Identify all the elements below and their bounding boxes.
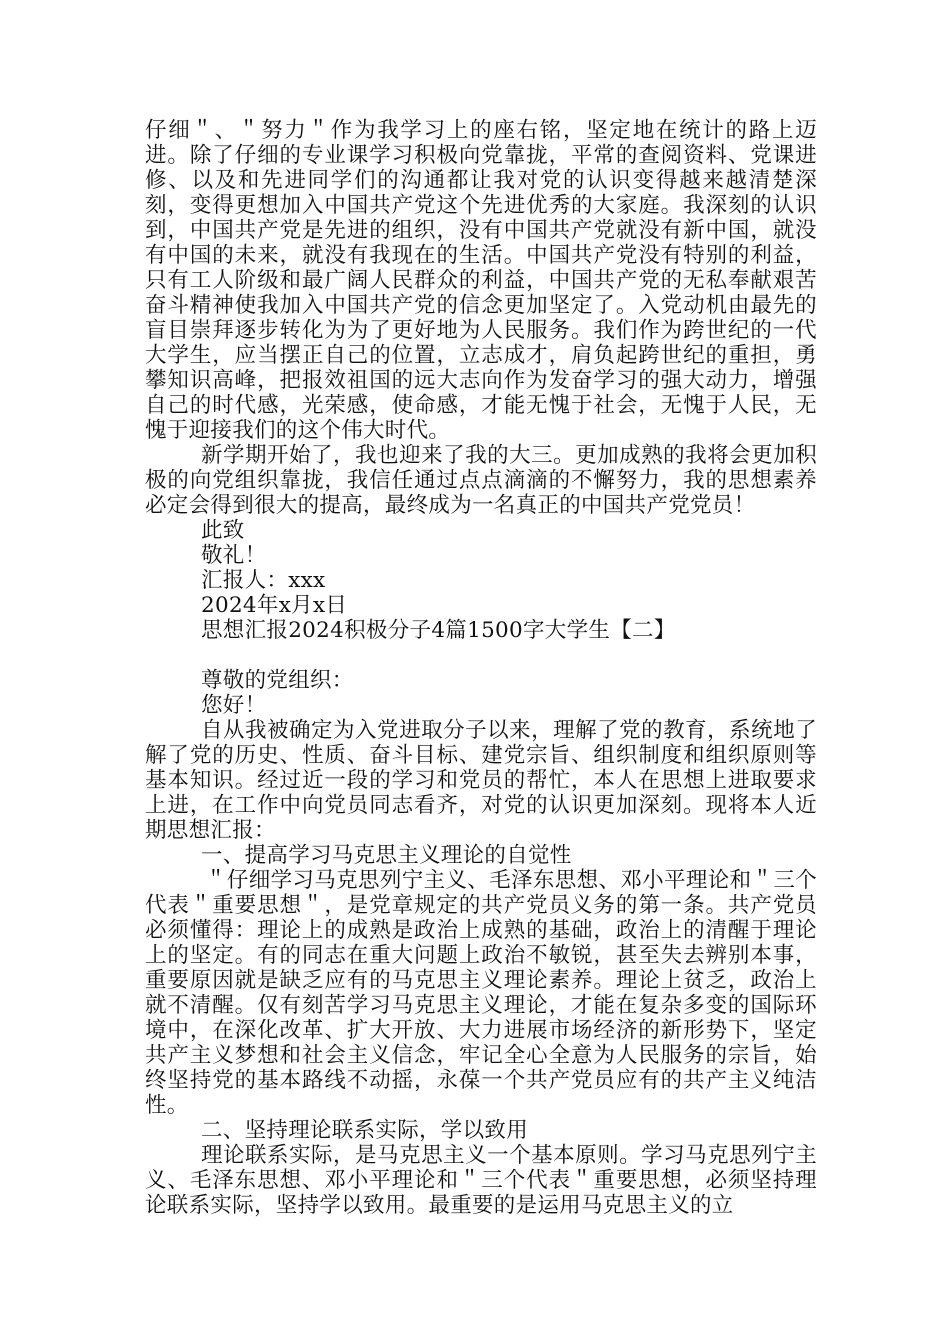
greeting: 您好！ (201, 693, 267, 718)
closing-line-2: 敬礼！ (201, 543, 267, 568)
blank-line (145, 643, 817, 668)
heading-2: 二、坚持理论联系实际，学以致用 (201, 1118, 529, 1143)
paragraph-4: ＂仔细学习马克思列宁主义、毛泽东思想、邓小平理论和＂三个代表＂重要思想＂，是党章规定的共产党员义务的第一条。共产党员必须懂得：理论上的成熟是政治上成熟的基础，政治上的清醒于理论上的坚定。有的同志在重大问题上政治不敏锐，甚至失去辨别本事，重要原因就是缺乏应有的马克思主义理论素养。理论上贫乏，政治上就不清醒。仅有刻苦学习马克思主义理论，才能在复杂多变的国际环境中，在深化改革、扩大开放、大力进展市场经济的新形势下，坚定共产主义梦想和社会主义信念，牢记全心全意为人民服务的宗旨，始终坚持党的基本路线不动摇，永葆一个共产党员应有的共产主义纯洁性。 (145, 868, 817, 1118)
document-page (145, 118, 817, 1218)
closing-line-1: 此致 (201, 518, 245, 543)
paragraph-5: 理论联系实际，是马克思主义一个基本原则。学习马克思列宁主义、毛泽东思想、邓小平理论和＂三个代表＂重要思想，必须坚持理论联系实际，坚持学以致用。最重要的是运用马克思主义的立 (145, 1143, 817, 1218)
heading-1: 一、提高学习马克思主义理论的自觉性 (201, 843, 572, 868)
section-title: 思想汇报2024积极分子4篇1500字大学生【二】 (201, 618, 676, 643)
date-line: 2024年x月x日 (201, 593, 348, 618)
paragraph-2: 新学期开始了，我也迎来了我的大三。更加成熟的我将会更加积极的向党组织靠拢，我信任通过点点滴滴的不懈努力，我的思想素养必定会得到很大的提高，最终成为一名真正的中国共产党党员！ (145, 443, 817, 518)
paragraph-3: 自从我被确定为入党进取分子以来，理解了党的教育，系统地了解了党的历史、性质、奋斗目标、建党宗旨、组织制度和组织原则等基本知识。经过近一段的学习和党员的帮忙，本人在思想上进取要求上进，在工作中向党员同志看齐，对党的认识更加深刻。现将本人近期思想汇报： (145, 718, 817, 843)
paragraph-1: 仔细＂、＂努力＂作为我学习上的座右铭，坚定地在统计的路上迈进。除了仔细的专业课学习积极向党靠拢，平常的查阅资料、党课进修、以及和先进同学们的沟通都让我对党的认识变得越来越清楚深刻，变得更想加入中国共产党这个先进优秀的大家庭。我深刻的认识到，中国共产党是先进的组织，没有中国共产党就没有新中国，就没有中国的未来，就没有我现在的生活。中国共产党没有特别的利益，只有工人阶级和最广阔人民群众的利益，中国共产党的无私奉献艰苦奋斗精神使我加入中国共产党的信念更加坚定了。入党动机由最先的盲目崇拜逐步转化为为了更好地为人民服务。我们作为跨世纪的一代大学生，应当摆正自己的位置，立志成才，肩负起跨世纪的重担，勇攀知识高峰，把报效祖国的远大志向作为发奋学习的强大动力，增强自己的时代感，光荣感，使命感，才能无愧于社会，无愧于人民，无愧于迎接我们的这个伟大时代。 (145, 118, 817, 443)
reporter-line: 汇报人：xxx (201, 568, 326, 593)
salutation: 尊敬的党组织： (201, 668, 354, 693)
